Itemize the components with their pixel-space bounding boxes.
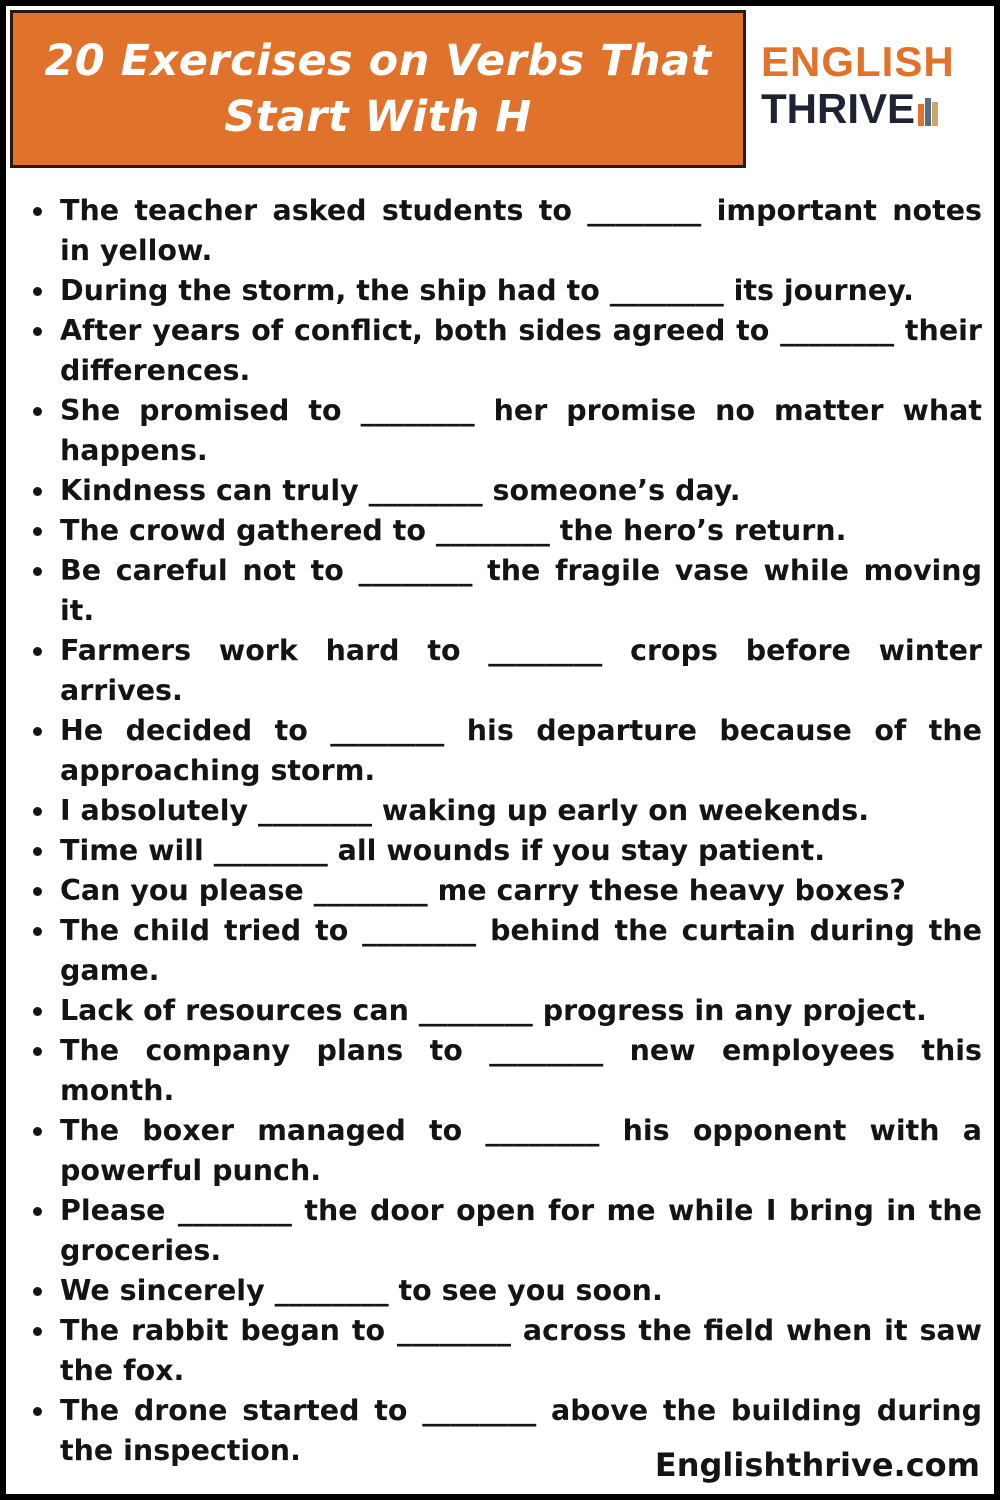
logo-line-2-wrap [761, 84, 986, 134]
website-footer: Englishthrive.com [654, 1446, 980, 1484]
exercise-item: He decided to ________ his departure because of the approaching storm. [60, 711, 982, 791]
exercise-item: The rabbit began to ________ across the field when it saw the fox. [60, 1311, 982, 1391]
exercise-item: She promised to ________ her promise no matter what happens. [60, 391, 982, 471]
logo-line-2: THRIVE [761, 85, 916, 132]
books-icon [918, 92, 939, 126]
exercise-item: During the storm, the ship had to ________ its journey. [60, 271, 982, 311]
exercise-item: Can you please ________ me carry these heavy boxes? [60, 871, 982, 911]
exercise-item: After years of conflict, both sides agreed to ________ their differences. [60, 311, 982, 391]
exercise-item: The teacher asked students to ________ important notes in yellow. [60, 191, 982, 271]
logo-line-1: ENGLISH [761, 38, 955, 85]
exercise-item: The boxer managed to ________ his opponent with a powerful punch. [60, 1111, 982, 1191]
exercise-item: Time will ________ all wounds if you stay patient. [60, 831, 982, 871]
exercise-item: The crowd gathered to ________ the hero’s return. [60, 511, 982, 551]
exercise-list [28, 191, 982, 1471]
title-banner [10, 10, 746, 168]
exercise-item: Kindness can truly ________ someone’s day. [60, 471, 982, 511]
exercise-item: I absolutely ________ waking up early on weekends. [60, 791, 982, 831]
exercise-item: Farmers work hard to ________ crops before winter arrives. [60, 631, 982, 711]
exercise-item: Be careful not to ________ the fragile vase while moving it. [60, 551, 982, 631]
exercise-item: We sincerely ________ to see you soon. [60, 1271, 982, 1311]
exercise-item: The company plans to ________ new employees this month. [60, 1031, 982, 1111]
worksheet-page [6, 6, 994, 1494]
exercise-item: The drone started to ________ above the building during the inspection. [60, 1391, 982, 1471]
page-title: 20 Exercises on Verbs That Start With H [44, 36, 712, 142]
exercise-item: Lack of resources can ________ progress in any project. [60, 991, 982, 1031]
exercise-item: Please ________ the door open for me while I bring in the groceries. [60, 1191, 982, 1271]
exercise-item: The child tried to ________ behind the curtain during the game. [60, 911, 982, 991]
english-thrive-logo [761, 40, 986, 134]
